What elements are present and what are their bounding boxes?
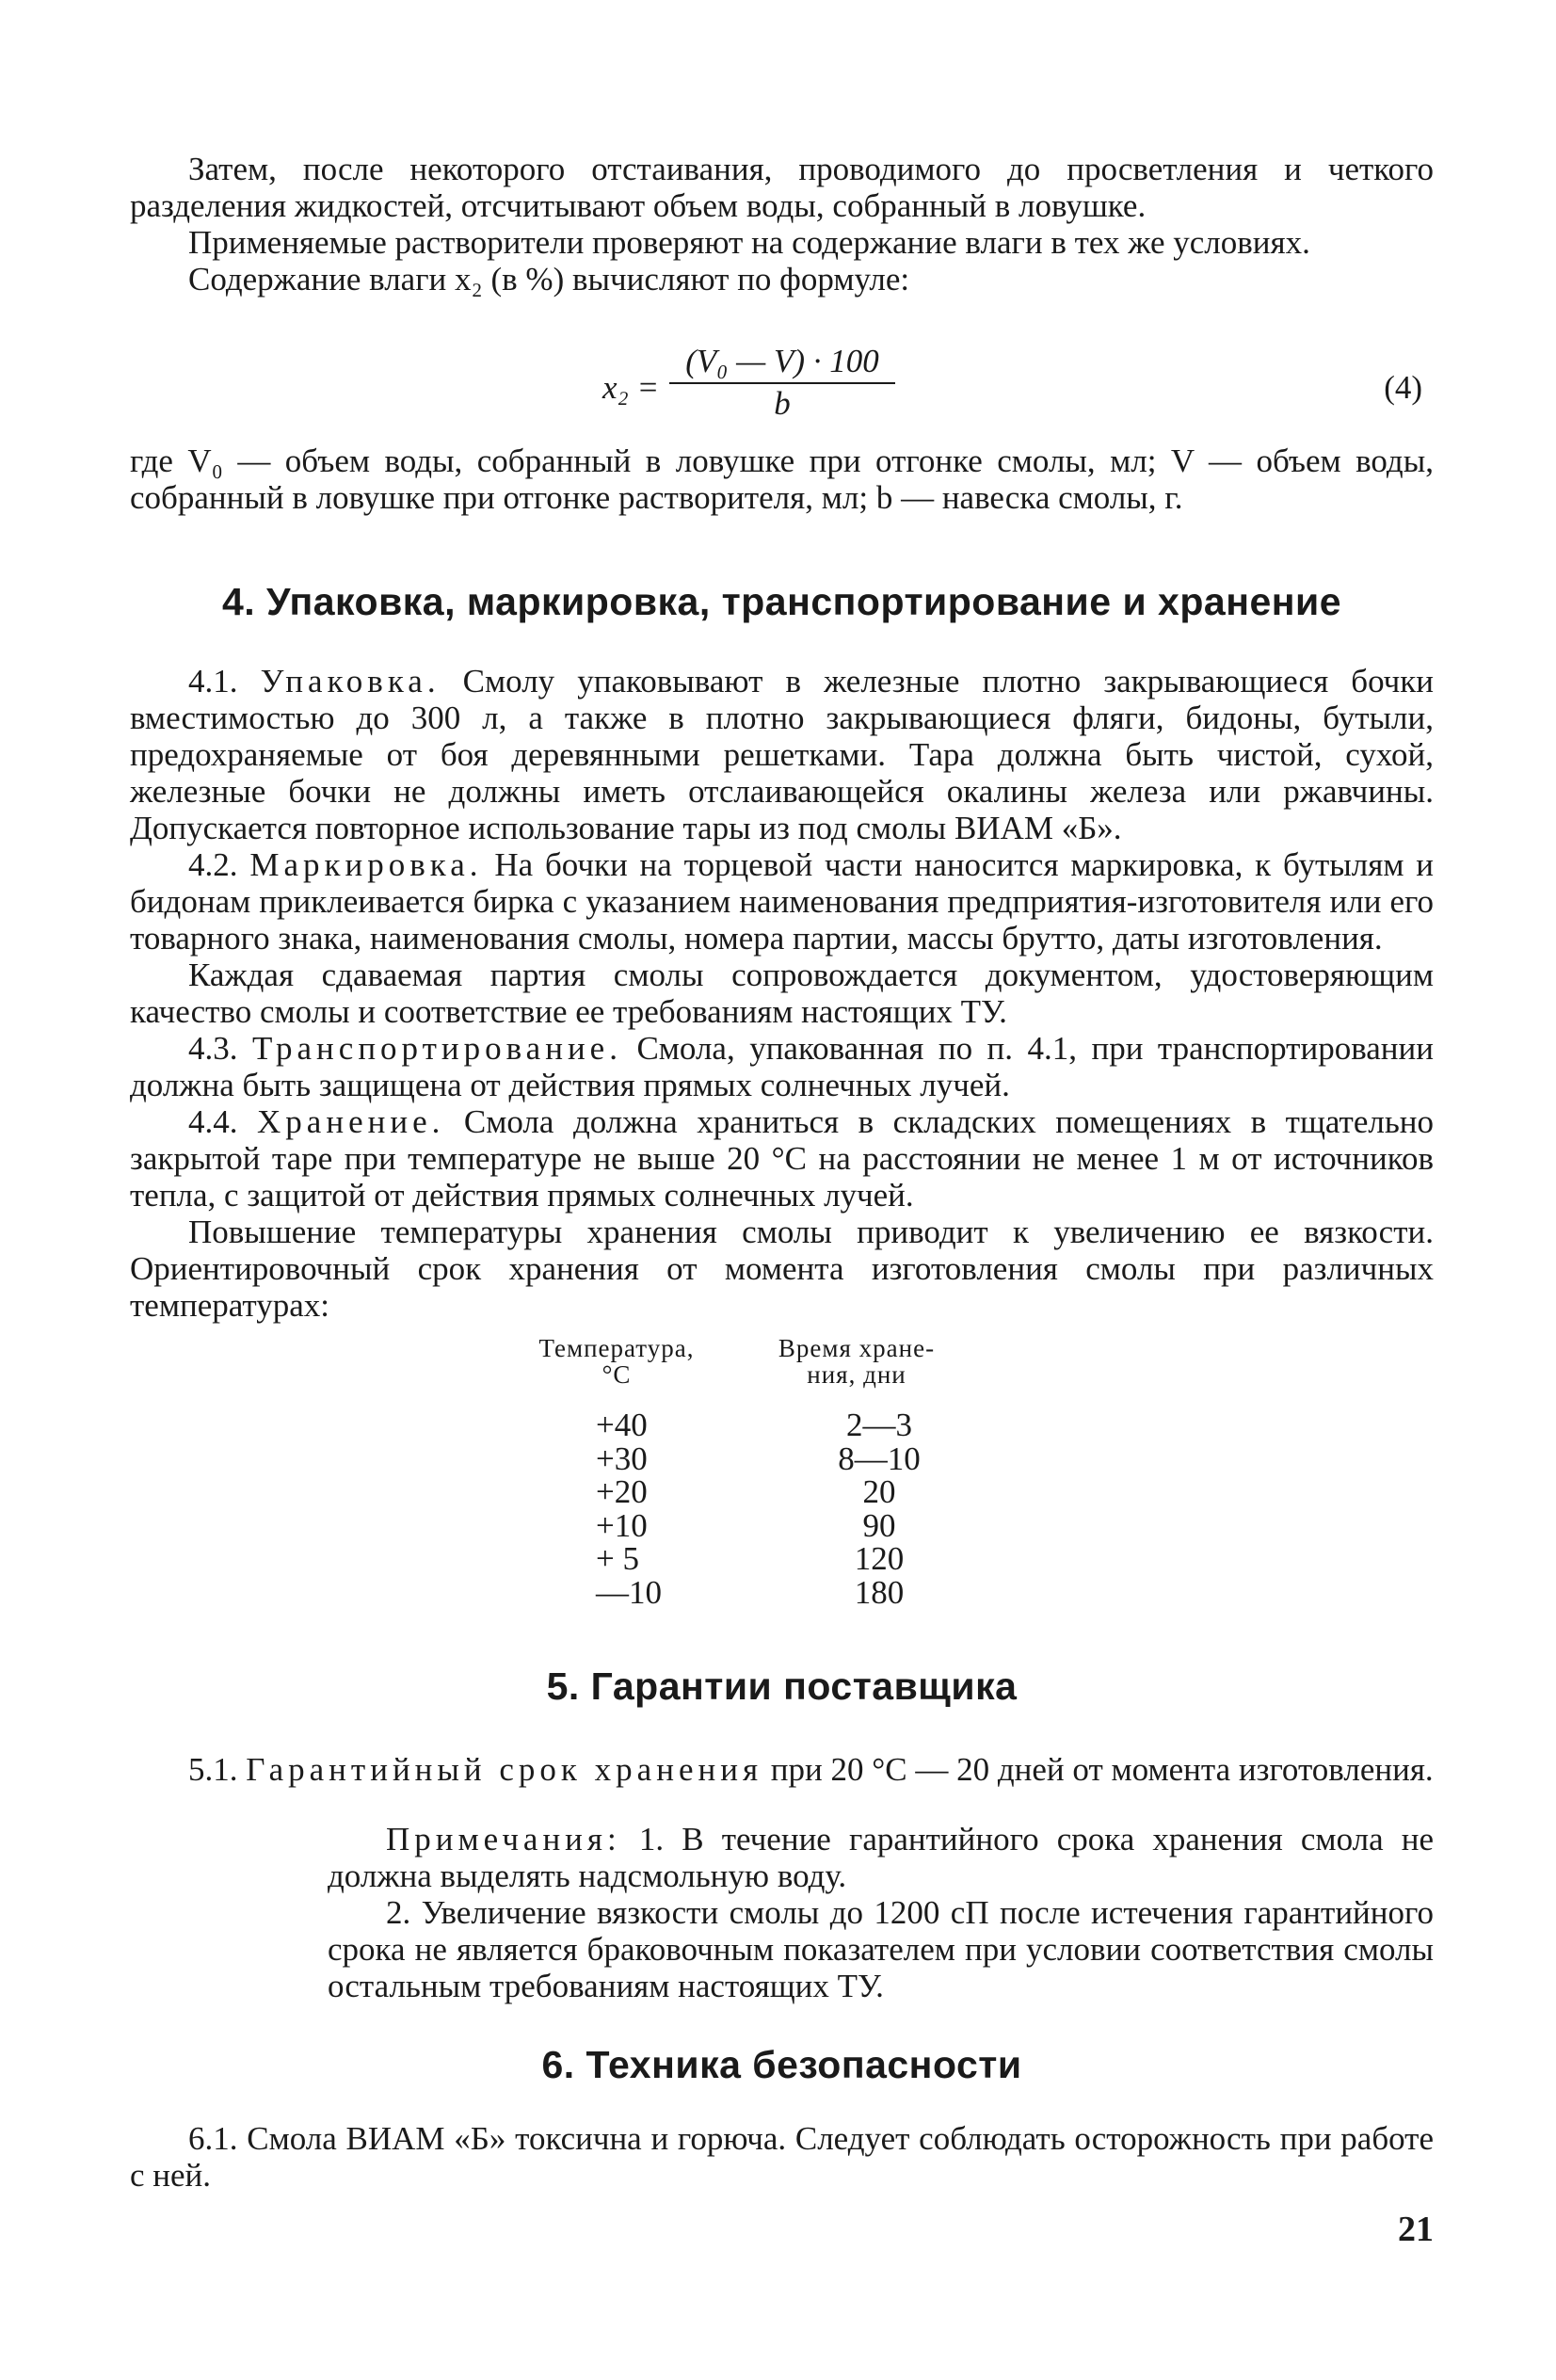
section-6-heading-wrap	[130, 2043, 1434, 2087]
cell-temperature: +30	[596, 1439, 648, 1477]
header-storage-time-line-1: Время хране-	[778, 1334, 936, 1362]
page-number: 21	[1398, 2210, 1434, 2249]
intro-block	[130, 151, 1434, 298]
note-2: 2. Увеличение вязкости смолы до 1200 сП после истечения гарантийного срока не является браковочным показателем при условии соответствия смолы остальным требованиям настоящих ТУ.	[328, 1894, 1434, 2004]
cell-temperature: +40	[596, 1407, 648, 1443]
formula-denominator: b	[774, 385, 791, 422]
section-4-heading-wrap	[130, 580, 1434, 624]
clause-5-1-term: Гарантийный срок хранения	[246, 1751, 763, 1788]
clause-4-3-term: Транспортирование.	[251, 1030, 622, 1067]
cell-time: 20	[862, 1473, 896, 1510]
clause-4-2-paragraph-2: Каждая сдаваемая партия смолы сопровождается документом, удостоверяющим качество смолы и соответствие ее требованиям настоящих ТУ.	[130, 957, 1434, 1030]
table-row	[522, 1475, 1050, 1509]
clause-4-4-number: 4.4.	[188, 1103, 238, 1140]
cell-time: 120	[854, 1540, 905, 1577]
clause-4-1	[130, 663, 1434, 846]
clause-4-3-number: 4.3.	[188, 1030, 238, 1067]
formula-numerator: (V₀ — V) · 100	[669, 343, 895, 384]
section-5-body	[130, 1751, 1434, 1788]
table-row	[522, 1573, 1050, 1611]
note-1-text: 1. В течение гарантийного срока хранения смола не должна выделять надсмольную воду.	[328, 1821, 1435, 1894]
section-5-heading: 5. Гарантии поставщика	[546, 1664, 1018, 1708]
table-row	[522, 1408, 1050, 1442]
clause-4-4-term: Хранение.	[257, 1103, 445, 1140]
intro-paragraph-1: Затем, после некоторого отстаивания, проводимого до просветления и четкого разделения жидкостей, отсчитывают объем воды, собранный в ловушке.	[130, 151, 1434, 224]
section-4-heading: 4. Упаковка, маркировка, транспортирование и хранение	[221, 580, 1342, 623]
clause-4-3-text: Смола, упакованная по п. 4.1, при транспортировании должна быть защищена от действия прямых солнечных лучей.	[130, 1030, 1434, 1103]
cell-time: 180	[854, 1573, 905, 1611]
clause-4-4	[130, 1103, 1434, 1214]
clause-4-1-term: Упаковка.	[260, 663, 441, 700]
cell-temperature: —10	[596, 1573, 662, 1611]
notes-label: Примечания:	[386, 1821, 621, 1857]
cell-time: 2—3	[846, 1407, 912, 1443]
header-temperature-line-2: °С	[602, 1360, 632, 1389]
section-4-body	[130, 663, 1434, 1324]
clause-4-2-term: Маркировка.	[249, 846, 483, 883]
clause-4-4-text: Смола должна храниться в складских помещениях в тщательно закрытой таре при температуре не выше 20 °С на расстоянии не менее 1 м от источников тепла, с защитой от действия прямых солнечных лучей.	[130, 1103, 1435, 1214]
formula-lhs: x₂ =	[602, 369, 660, 406]
table-row	[522, 1439, 1050, 1477]
clause-5-1-number: 5.1.	[188, 1751, 238, 1788]
clause-4-3	[130, 1030, 1434, 1103]
cell-time: 90	[862, 1506, 896, 1544]
formula-4	[130, 343, 1434, 433]
formula-explanation: где V₀ — объем воды, собранный в ловушке при отгонке смолы, мл; V — объем воды, собранный в ловушке при отгонке растворителя, мл; b — навеска смолы, г.	[130, 442, 1434, 516]
header-temperature-line-1: Температура,	[538, 1334, 695, 1362]
clause-4-2-number: 4.2.	[188, 846, 238, 883]
clause-6-1: 6.1. Смола ВИАМ «Б» токсична и горюча. Следует соблюдать осторожность при работе с ней.	[130, 2120, 1434, 2194]
intro-paragraph-2: Применяемые растворители проверяют на содержание влаги в тех же условиях.	[188, 224, 1310, 261]
table-row	[522, 1506, 1050, 1544]
cell-temperature: +10	[596, 1506, 648, 1544]
header-temperature	[522, 1335, 711, 1388]
where-block	[130, 442, 1434, 516]
cell-time: 8—10	[838, 1439, 921, 1477]
intro-paragraph-3: Содержание влаги x₂ (в %) вычисляют по формуле:	[188, 261, 910, 298]
header-storage-time-line-2: ния, дни	[807, 1360, 906, 1389]
note-1	[328, 1821, 1434, 1894]
clause-4-1-text: Смолу упаковывают в железные плотно закрывающиеся бочки вместимостью до 300 л, а также в плотно закрывающиеся фляги, бидоны, бутыли, предохраняемые от боя деревянными решетками. Тара должна быть чистой, сухой, железные бочки не должны иметь отслаивающейся окалины железа или ржавчины. Допускается повторное использование тары из под смолы ВИАМ «Б».	[130, 663, 1434, 846]
formula-fraction	[669, 343, 895, 424]
clause-5-1	[130, 1751, 1434, 1788]
cell-temperature: +20	[596, 1473, 648, 1510]
section-5-heading-wrap	[130, 1664, 1434, 1709]
table-row	[522, 1542, 1050, 1576]
formula-number: (4)	[1384, 369, 1422, 406]
storage-time-table	[522, 1335, 1050, 1609]
clause-5-1-text: при 20 °С — 20 дней от момента изготовления.	[770, 1751, 1434, 1788]
header-storage-time	[748, 1335, 965, 1388]
cell-temperature: + 5	[596, 1540, 639, 1577]
clause-4-2-text: На бочки на торцевой части наносится маркировка, к бутылям и бидонам приклеивается бирка с указанием наименования предприятия-изготовителя или его товарного знака, наименования смолы, номера партии, массы брутто, даты изготовления.	[130, 846, 1435, 957]
notes-block	[328, 1821, 1434, 2004]
clause-4-2	[130, 846, 1434, 957]
clause-4-4-paragraph-2: Повышение температуры хранения смолы приводит к увеличению ее вязкости. Ориентировочный срок хранения от момента изготовления смолы при различных температурах:	[130, 1214, 1434, 1324]
section-6-heading: 6. Техника безопасности	[541, 2043, 1022, 2086]
table-header	[522, 1335, 1050, 1388]
section-6-body	[130, 2120, 1434, 2194]
clause-4-1-number: 4.1.	[188, 663, 238, 700]
